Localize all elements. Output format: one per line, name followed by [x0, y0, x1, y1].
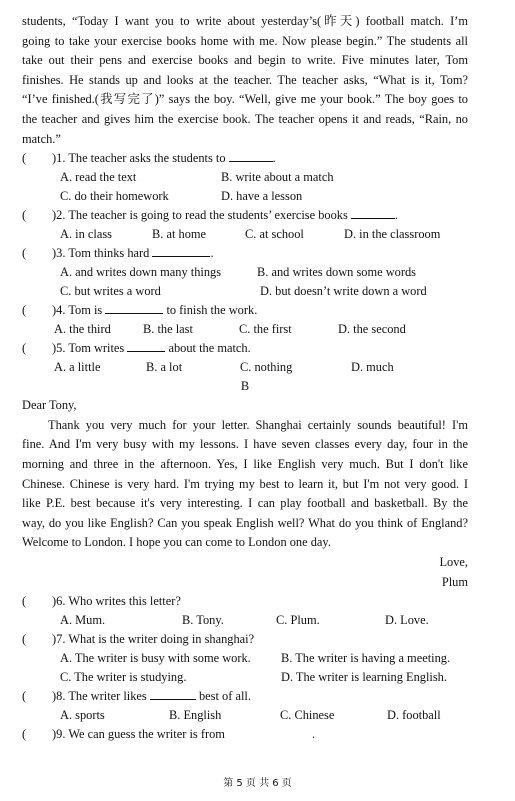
passage-line: students, “Today I want you to write about yesterday’s(昨天) football match. I’m: [22, 14, 468, 28]
option-c[interactable]: C. the first: [239, 322, 292, 337]
letter-closing: Love,: [439, 554, 468, 569]
option-a[interactable]: A. in class: [60, 227, 112, 242]
passage-line: going to take your exercise books home with me. Now please begin.” The students all: [22, 33, 468, 48]
question-end: .: [210, 246, 214, 261]
option-c[interactable]: C. Chinese: [280, 708, 335, 723]
option-d[interactable]: D. Love.: [385, 613, 429, 628]
question-text: The writer likes: [68, 689, 147, 704]
passage-a-text: [22, 12, 468, 149]
option-c[interactable]: C. Plum.: [276, 613, 320, 628]
option-a[interactable]: A. read the text: [60, 170, 137, 185]
passage-line: “I’ve finished.(我写完了)” says the boy. “Well, give me your book.” The boy goes to: [22, 92, 468, 107]
option-d[interactable]: D. have a lesson: [221, 189, 303, 204]
options-row: [22, 187, 468, 206]
question-text: Who writes this letter?: [68, 594, 181, 609]
question-text: What is the writer doing in shanghai?: [68, 632, 255, 647]
question-number: 8.: [56, 689, 66, 704]
answer-paren-close: ): [52, 594, 57, 609]
option-d[interactable]: D. much: [351, 360, 394, 375]
question-number: 9.: [56, 727, 66, 742]
answer-paren-open: (: [22, 151, 27, 166]
option-a[interactable]: A. and writes down many things: [60, 265, 222, 280]
options-row: [22, 225, 468, 244]
answer-blank[interactable]: [152, 245, 210, 257]
option-a[interactable]: A. Mum.: [60, 613, 106, 628]
passage-line: take out their pens and exercise books and begin to write. Five minutes later, Tom: [22, 53, 468, 68]
question-end: best of all.: [198, 689, 251, 704]
question-number: 3.: [56, 246, 66, 261]
question-8: [22, 687, 468, 706]
letter: [22, 396, 468, 592]
options-row: [22, 668, 468, 687]
option-d[interactable]: D. football: [387, 708, 441, 723]
option-d[interactable]: D. the second: [338, 322, 406, 337]
option-c[interactable]: C. nothing: [240, 360, 293, 375]
letter-line: Welcome to London. I hope you can come to London one day.: [22, 535, 331, 550]
options-row: [22, 320, 468, 339]
question-number: 7.: [56, 632, 66, 647]
options-row: [22, 168, 468, 187]
option-c[interactable]: C. at school: [245, 227, 304, 242]
answer-paren-close: ): [52, 727, 57, 742]
options-row: [22, 611, 468, 630]
answer-blank[interactable]: [105, 302, 163, 314]
letter-line: morning and three in the afternoon. Yes, I like English very much. But I don't like: [22, 456, 468, 471]
question-7: [22, 630, 468, 649]
option-b[interactable]: B. write about a match: [221, 170, 334, 185]
answer-paren-close: ): [52, 246, 57, 261]
answer-blank[interactable]: [127, 340, 165, 352]
passage-line: the teacher and gives him the exercise book. The teacher opens it and reads, “Rain, no: [22, 111, 468, 126]
question-number: 2.: [56, 208, 66, 223]
options-row: [22, 649, 468, 668]
option-b[interactable]: B. and writes down some words: [257, 265, 416, 280]
question-6: [22, 592, 468, 611]
question-5: [22, 339, 468, 358]
options-row: [22, 358, 468, 377]
answer-paren-open: (: [22, 246, 27, 261]
answer-blank[interactable]: [351, 207, 395, 219]
question-text: Tom thinks hard: [68, 246, 150, 261]
answer-paren-close: ): [52, 632, 57, 647]
question-number: 4.: [56, 303, 66, 318]
letter-line: way, do you like English? Can you speak English well? What do you think of England?: [22, 515, 468, 530]
question-end: to finish the work.: [166, 303, 258, 318]
question-9: [22, 725, 468, 744]
answer-paren-open: (: [22, 341, 27, 356]
question-end: .: [394, 208, 399, 223]
option-d[interactable]: D. The writer is learning English.: [281, 670, 447, 685]
option-d[interactable]: D. but doesn’t write down a word: [260, 284, 427, 299]
question-end: .: [312, 727, 316, 742]
letter-line: Thank you very much for your letter. Shanghai certainly sounds beautiful! I'm: [48, 417, 468, 432]
options-row: [22, 282, 468, 301]
question-number: 1.: [56, 151, 66, 166]
question-text: Tom is: [68, 303, 103, 318]
option-b[interactable]: B. the last: [143, 322, 193, 337]
question-text: Tom writes: [68, 341, 125, 356]
question-3: [22, 244, 468, 263]
option-c[interactable]: C. do their homework: [60, 189, 169, 204]
options-row: [22, 263, 468, 282]
question-end: .: [272, 151, 276, 166]
option-d[interactable]: D. in the classroom: [344, 227, 441, 242]
answer-paren-close: ): [52, 151, 57, 166]
question-text: The teacher is going to read the students’ exercise books: [68, 208, 348, 223]
question-text: We can guess the writer is from: [68, 727, 225, 742]
answer-paren-open: (: [22, 303, 27, 318]
options-row: [22, 706, 468, 725]
question-1: [22, 149, 468, 168]
letter-line: like P.E. best because it's very interesting. I can play football and basketball. By the: [22, 496, 468, 511]
letter-line: fine. And I'm very busy with my lessons. I have seven classes every day, four in the: [22, 437, 468, 452]
option-c[interactable]: C. The writer is studying.: [60, 670, 187, 685]
question-2: [22, 206, 468, 225]
answer-paren-close: ): [52, 689, 57, 704]
answer-paren-close: ): [52, 341, 57, 356]
option-c[interactable]: C. but writes a word: [60, 284, 161, 299]
answer-paren-close: ): [52, 208, 57, 223]
option-b[interactable]: B. a lot: [146, 360, 183, 375]
exam-page: [22, 12, 468, 744]
passage-line: match.”: [22, 131, 61, 146]
section-b-heading: B: [240, 379, 250, 394]
page-footer: 第 5 页 共 6 页: [223, 778, 292, 789]
option-a[interactable]: A. the third: [54, 322, 111, 337]
answer-blank[interactable]: [229, 150, 273, 162]
option-b[interactable]: B. The writer is having a meeting.: [281, 651, 451, 666]
answer-paren-open: (: [22, 594, 27, 609]
option-b[interactable]: B. Tony.: [182, 613, 224, 628]
letter-line: Chinese. Chinese is very hard. I'm trying my best to learn it, but I'm not very good. I: [22, 476, 468, 491]
answer-blank[interactable]: [150, 688, 196, 700]
option-b[interactable]: B. at home: [152, 227, 207, 242]
option-a[interactable]: A. sports: [60, 708, 105, 723]
question-number: 5.: [56, 341, 66, 356]
passage-line: finishes. He stands up and looks at the teacher. The teacher asks, “What is it, Tom?: [22, 72, 468, 87]
answer-paren-open: (: [22, 689, 27, 704]
answer-paren-close: ): [52, 303, 57, 318]
letter-signature: Plum: [441, 574, 468, 589]
question-number: 6.: [56, 594, 66, 609]
question-text: The teacher asks the students to: [68, 151, 226, 166]
answer-paren-open: (: [22, 727, 27, 742]
letter-greeting: Dear Tony,: [22, 398, 77, 413]
option-a[interactable]: A. The writer is busy with some work.: [60, 651, 251, 666]
question-end: about the match.: [168, 341, 251, 356]
question-4: [22, 301, 468, 320]
answer-paren-open: (: [22, 632, 27, 647]
option-b[interactable]: B. English: [169, 708, 222, 723]
answer-paren-open: (: [22, 208, 27, 223]
option-a[interactable]: A. a little: [54, 360, 101, 375]
